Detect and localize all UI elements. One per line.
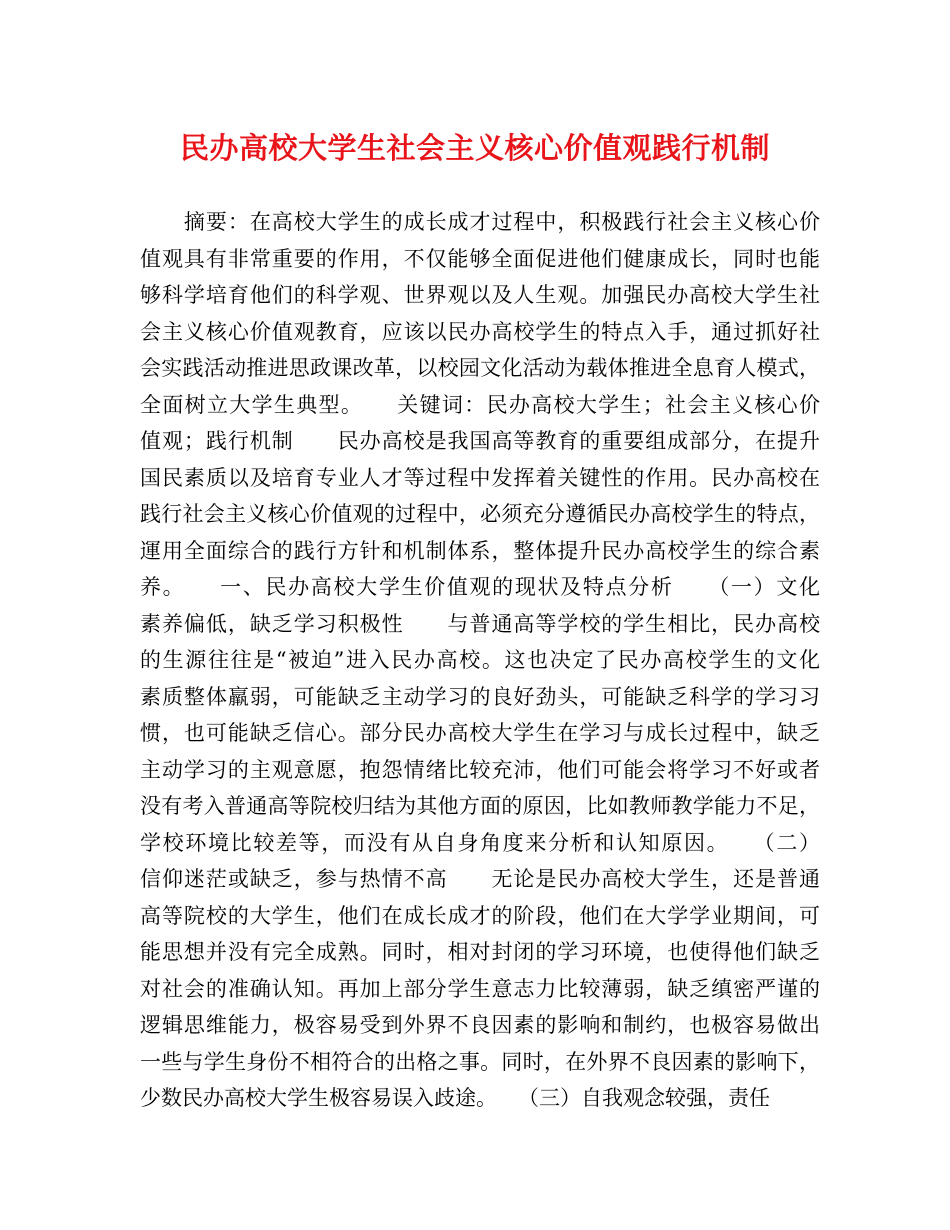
text-line: 惯，也可能缺乏信心。部分民办高校大学生在学习与成长过程中，缺乏 (140, 721, 820, 745)
text-line: 值观具有非常重要的作用，不仅能够全面促进他们健康成长，同时也能 (140, 246, 820, 271)
text-line: 够科学培育他们的科学观、世界观以及人生观。加强民办高校大学生社 (140, 283, 820, 307)
text-line: 会主义核心价值观教育，应该以民办高校学生的特点入手，通过抓好社 (140, 319, 820, 344)
text-line: 国民素质以及培育专业人才等过程中发挥着关键性的作用。民办高校在 (140, 465, 820, 490)
text-line: 会实践活动推进思政课改革，以校园文化活动为载体推进全息育人模式， (140, 356, 820, 380)
text-line: 少数民办高校大学生极容易误入歧途。 （三）自我观念较强，责任 (140, 1086, 770, 1110)
document-title: 民办高校大学生社会主义核心价值观践行机制 (179, 131, 770, 165)
text-line: 主动学习的主观意愿，抱怨情绪比较充沛，他们可能会将学习不好或者 (140, 757, 820, 782)
text-line: 摘要：在高校大学生的成长成才过程中，积极践行社会主义核心价 (140, 210, 820, 234)
text-line: 逻辑思维能力，极容易受到外界不良因素的影响和制约，也极容易做出 (140, 1013, 820, 1037)
text-line: 没有考入普通高等院校归结为其他方面的原因，比如教师教学能力不足， (140, 794, 820, 818)
text-line: 养。 一、民办高校大学生价值观的现状及特点分析 （一）文化 (140, 575, 820, 599)
text-line: 学校环境比较差等，而没有从自身角度来分析和认知原因。 （二） (140, 830, 820, 855)
text-line: 高等院校的大学生，他们在成长成才的阶段，他们在大学学业期间，可 (140, 903, 820, 928)
text-line: 对社会的准确认知。再加上部分学生意志力比较薄弱，缺乏缜密严谨的 (140, 976, 820, 1001)
text-line: 素质整体羸弱，可能缺乏主动学习的良好劲头，可能缺乏科学的学习习 (140, 684, 820, 709)
text-line: 一些与学生身份不相符合的出格之事。同时，在外界不良因素的影响下， (140, 1049, 820, 1074)
text-line: 值观；践行机制 民办高校是我国高等教育的重要组成部分，在提升 (140, 429, 820, 453)
text-line: 践行社会主义核心价值观的过程中，必须充分遵循民办高校学生的特点， (140, 502, 820, 526)
text-line: 全面树立大学生典型。 关键词：民办高校大学生；社会主义核心价 (140, 392, 820, 417)
text-line: 信仰迷茫或缺乏，参与热情不高 无论是民办高校大学生，还是普通 (140, 867, 820, 891)
text-line: 素养偏低，缺乏学习积极性 与普通高等学校的学生相比，民办高校 (140, 611, 820, 636)
text-line: 能思想并没有完全成熟。同时，相对封闭的学习环境，也使得他们缺乏 (140, 940, 820, 964)
document-body (140, 204, 820, 1117)
text-line: 運用全面综合的践行方针和机制体系，整体提升民办高校学生的综合素 (140, 538, 820, 563)
text-line: 的生源往往是“被迫”进入民办高校。这也决定了民办高校学生的文化 (140, 648, 820, 672)
